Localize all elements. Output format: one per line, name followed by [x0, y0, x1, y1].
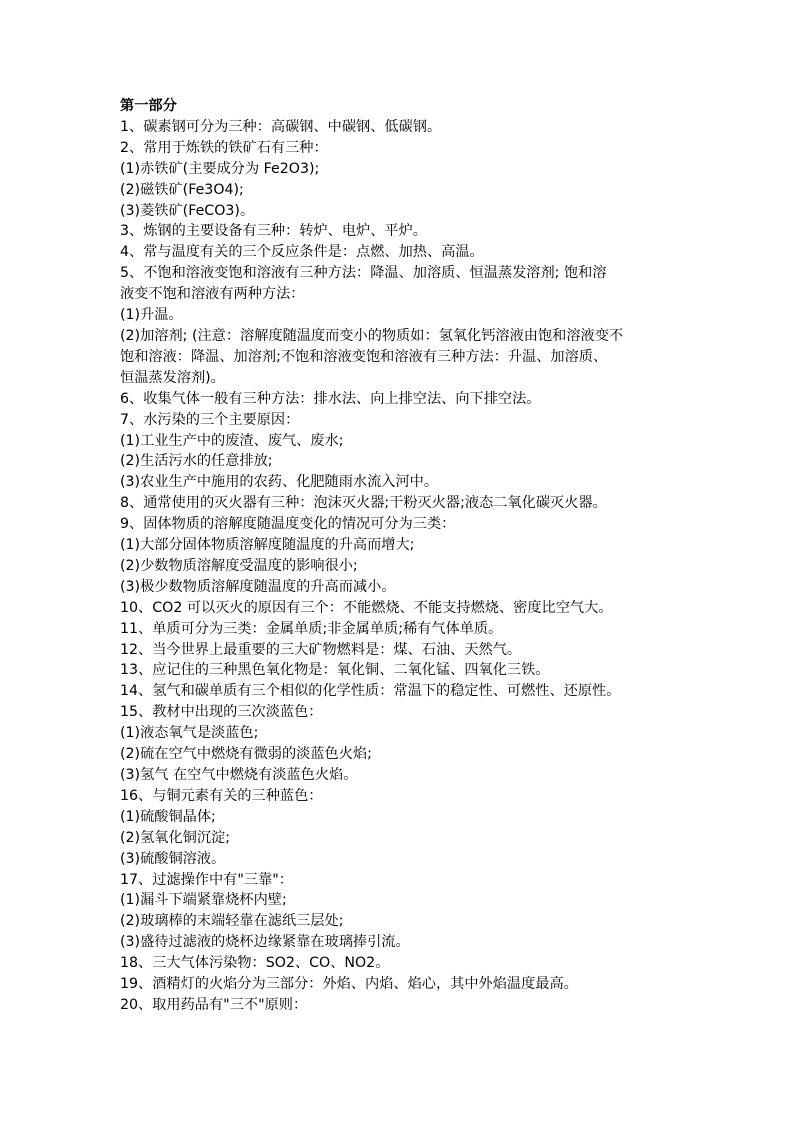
text-line: 12、当今世界上最重要的三大矿物燃料是：煤、石油、天然气。 [120, 641, 522, 658]
text-line: (2)氢氧化铜沉淀; [120, 829, 231, 846]
text-line: 1、碳素钢可分为三种：高碳钢、中碳钢、低碳钢。 [120, 118, 442, 135]
text-line: 18、三大气体污染物：SO2、CO、NO2。 [120, 955, 390, 972]
text-line: 10、CO2 可以灭火的原因有三个：不能燃烧、不能支持燃烧、密度比空气大。 [120, 599, 613, 616]
text-line: (1)赤铁矿(主要成分为 Fe2O3); [120, 160, 320, 177]
text-line: 饱和溶液：降温、加溶剂;不饱和溶液变饱和溶液有三种方法：升温、加溶质、 [120, 348, 608, 365]
text-line: (3)农业生产中施用的农药、化肥随雨水流入河中。 [120, 474, 439, 491]
text-line: (3)硫酸铜溶液。 [120, 850, 226, 867]
text-line: 6、收集气体一般有三种方法：排水法、向上排空法、向下排空法。 [120, 390, 541, 407]
text-line: 2、常用于炼铁的铁矿石有三种： [120, 139, 328, 156]
section-heading: 第一部分 [120, 98, 177, 114]
text-lines [120, 117, 680, 1016]
text-line: 4、常与温度有关的三个反应条件是：点燃、加热、高温。 [120, 244, 484, 261]
text-line: (2)少数物质溶解度受温度的影响很小; [120, 557, 358, 574]
text-line: 11、单质可分为三类：金属单质;非金属单质;稀有气体单质。 [120, 620, 503, 637]
text-line: (2)生活污水的任意排放; [120, 453, 273, 470]
document-body [120, 96, 680, 1016]
text-line: (3)盛待过滤液的烧杯边缘紧靠在玻璃捧引流。 [120, 934, 410, 951]
text-line: 液变不饱和溶液有两种方法： [120, 286, 305, 303]
text-line: (1)漏斗下端紧靠烧杯内壁; [120, 892, 287, 909]
text-line: 19、酒精灯的火焰分为三部分：外焰、内焰、焰心，其中外焰温度最高。 [120, 976, 578, 993]
text-line: (2)玻璃棒的末端轻靠在滤纸三层处; [120, 913, 344, 930]
text-line: (1)工业生产中的废渣、废气、废水; [120, 432, 344, 449]
text-line: 7、水污染的三个主要原因： [120, 411, 300, 428]
text-line: 5、不饱和溶液变饱和溶液有三种方法：降温、加溶质、恒温蒸发溶剂; 饱和溶 [120, 265, 607, 282]
text-line: 17、过滤操作中有"三靠"： [120, 871, 293, 888]
text-line: 14、氢气和碳单质有三个相似的化学性质：常温下的稳定性、可燃性、还原性。 [120, 683, 621, 700]
text-line: 恒温蒸发溶剂)。 [120, 369, 225, 386]
text-line: 8、通常使用的灭火器有三种：泡沫灭火器;干粉灭火器;液态二氧化碳灭火器。 [120, 495, 607, 512]
text-line: (3)氢气 在空气中燃烧有淡蓝色火焰。 [120, 767, 358, 783]
text-line: 20、取用药品有"三不"原则： [120, 996, 308, 1013]
text-line: (1)硫酸铜晶体; [120, 808, 216, 825]
text-line: (1)液态氧气是淡蓝色; [120, 725, 259, 742]
text-line: 3、炼钢的主要设备有三种：转炉、电炉、平炉。 [120, 223, 427, 240]
text-line: (3)菱铁矿(FeCO3)。 [120, 202, 255, 219]
text-line: (2)硫在空气中燃烧有微弱的淡蓝色火焰; [120, 746, 372, 763]
text-line: (3)极少数物质溶解度随温度的升高而减小。 [120, 578, 396, 595]
text-line: (2)加溶剂; (注意：溶解度随温度而变小的物质如：氢氧化钙溶液由饱和溶液变不 [120, 327, 624, 344]
text-line: 16、与铜元素有关的三种蓝色： [120, 787, 323, 804]
text-line: (1)大部分固体物质溶解度随温度的升高而增大; [120, 537, 415, 554]
text-line: (1)升温。 [120, 307, 183, 324]
text-line: 13、应记住的三种黑色氧化物是：氧化铜、二氧化锰、四氧化三铁。 [120, 662, 550, 679]
text-line: 9、固体物质的溶解度随温度变化的情况可分为三类： [120, 516, 456, 533]
text-line: (2)磁铁矿(Fe3O4); [120, 181, 244, 198]
text-line: 15、教材中出现的三次淡蓝色： [120, 704, 323, 721]
